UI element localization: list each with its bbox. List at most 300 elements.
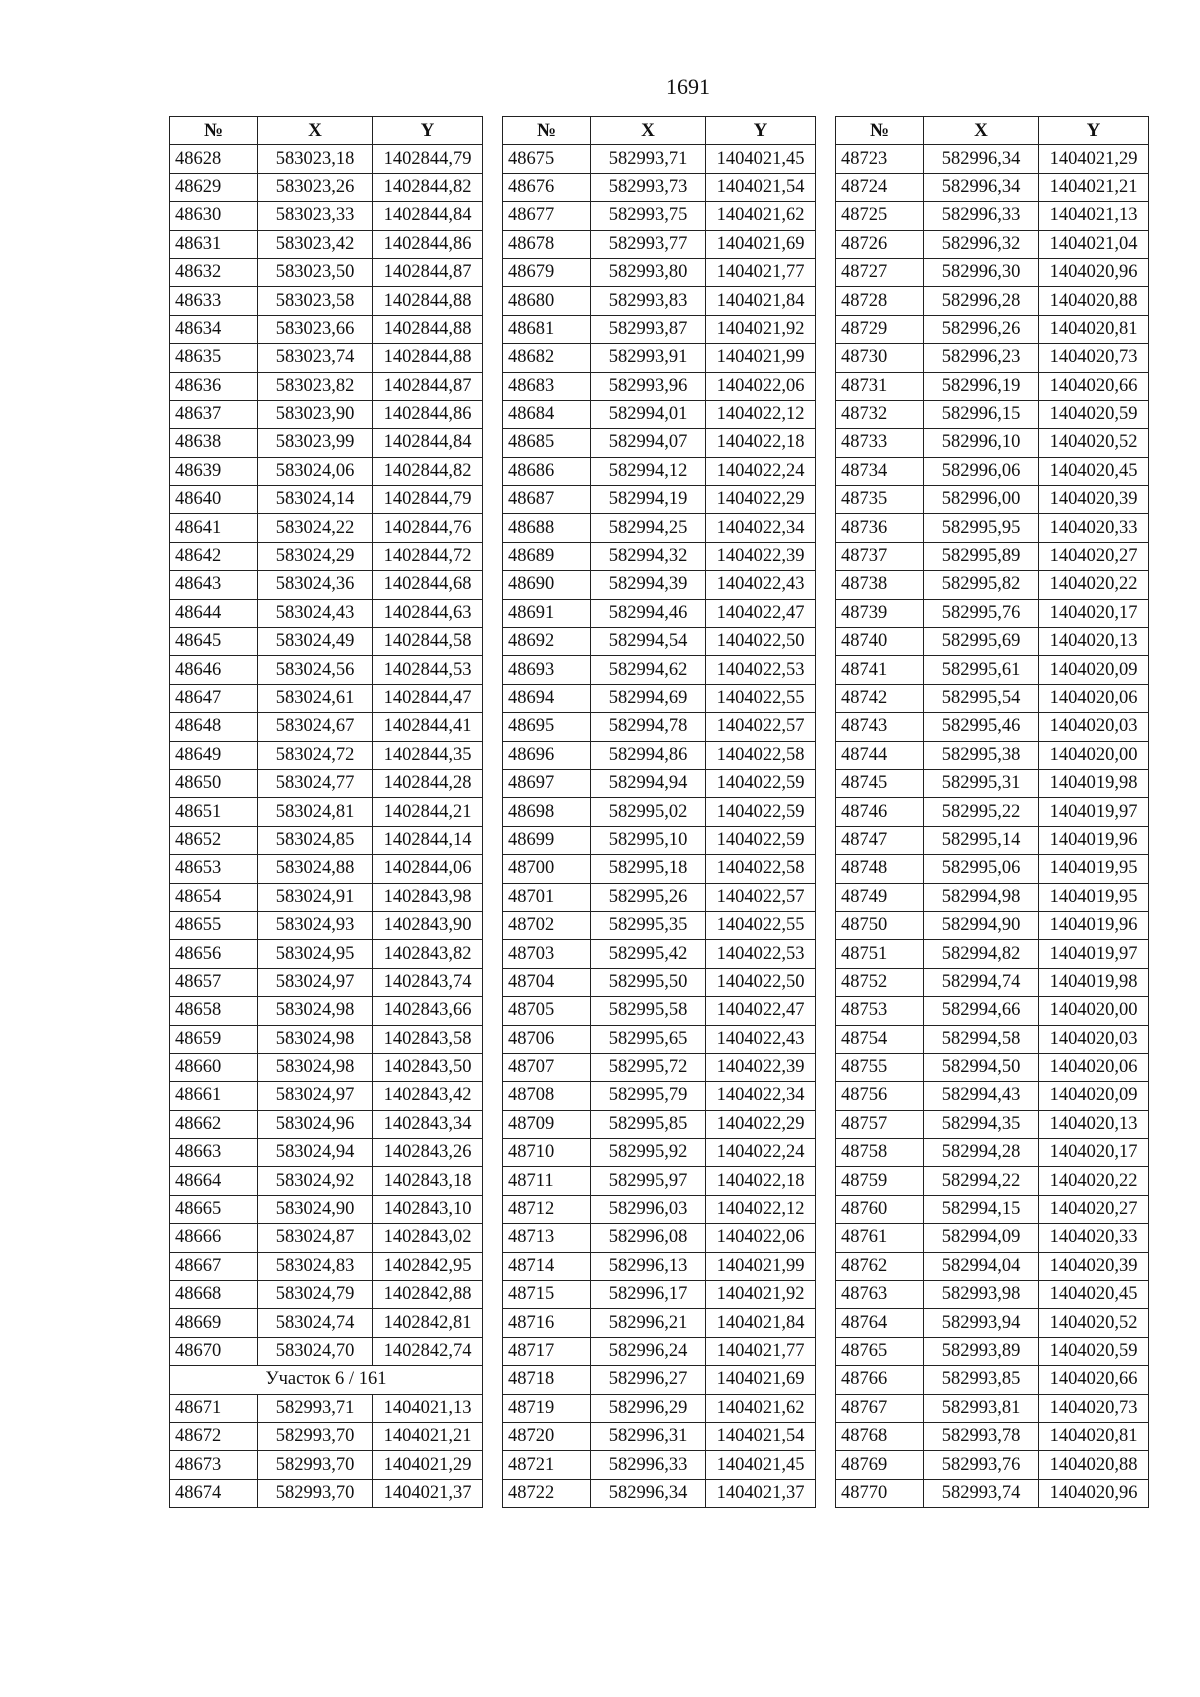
table-row (170, 968, 483, 996)
y-coordinate-cell: 1404020,13 (1039, 1110, 1149, 1138)
y-coordinate-cell: 1404021,21 (373, 1422, 483, 1450)
y-coordinate-cell: 1404022,53 (706, 656, 816, 684)
y-coordinate-cell: 1402842,81 (373, 1309, 483, 1337)
point-number-cell: 48632 (170, 258, 258, 286)
table-row (836, 855, 1149, 883)
y-coordinate-cell: 1404020,33 (1039, 1224, 1149, 1252)
table-row (503, 400, 816, 428)
y-coordinate-cell: 1404021,29 (1039, 145, 1149, 173)
x-coordinate-cell: 583024,94 (258, 1139, 373, 1167)
point-number-cell: 48721 (503, 1451, 591, 1479)
y-coordinate-cell: 1404022,47 (706, 599, 816, 627)
table-row (170, 769, 483, 797)
x-coordinate-cell: 582994,66 (924, 997, 1039, 1025)
point-number-cell: 48701 (503, 883, 591, 911)
x-coordinate-cell: 583024,97 (258, 1082, 373, 1110)
table-row (503, 1422, 816, 1450)
y-coordinate-cell: 1404020,96 (1039, 258, 1149, 286)
table-row (836, 1025, 1149, 1053)
y-coordinate-cell: 1404020,52 (1039, 1309, 1149, 1337)
x-coordinate-cell: 582995,95 (924, 514, 1039, 542)
table-row (836, 429, 1149, 457)
table-row (503, 713, 816, 741)
point-number-cell: 48682 (503, 344, 591, 372)
y-coordinate-cell: 1404022,34 (706, 1082, 816, 1110)
x-coordinate-cell: 582996,29 (591, 1394, 706, 1422)
point-number-cell: 48671 (170, 1394, 258, 1422)
table-row (836, 1479, 1149, 1507)
point-number-cell: 48640 (170, 486, 258, 514)
point-number-cell: 48652 (170, 826, 258, 854)
y-coordinate-cell: 1404022,18 (706, 429, 816, 457)
point-number-cell: 48731 (836, 372, 924, 400)
header-number: № (503, 117, 591, 145)
point-number-cell: 48636 (170, 372, 258, 400)
point-number-cell: 48679 (503, 258, 591, 286)
y-coordinate-cell: 1404022,43 (706, 571, 816, 599)
header-row (503, 117, 816, 145)
x-coordinate-cell: 582994,74 (924, 968, 1039, 996)
point-number-cell: 48765 (836, 1337, 924, 1365)
x-coordinate-cell: 583024,72 (258, 741, 373, 769)
x-coordinate-cell: 582996,32 (924, 230, 1039, 258)
point-number-cell: 48754 (836, 1025, 924, 1053)
point-number-cell: 48643 (170, 571, 258, 599)
point-number-cell: 48770 (836, 1479, 924, 1507)
table-row (503, 372, 816, 400)
x-coordinate-cell: 582994,94 (591, 769, 706, 797)
y-coordinate-cell: 1404021,92 (706, 1281, 816, 1309)
y-coordinate-cell: 1404021,84 (706, 287, 816, 315)
x-coordinate-cell: 582994,69 (591, 684, 706, 712)
y-coordinate-cell: 1402844,84 (373, 202, 483, 230)
table-row (836, 769, 1149, 797)
x-coordinate-cell: 582994,90 (924, 911, 1039, 939)
point-number-cell: 48740 (836, 628, 924, 656)
table-row (170, 1110, 483, 1138)
point-number-cell: 48647 (170, 684, 258, 712)
table-row (170, 287, 483, 315)
x-coordinate-cell: 582995,10 (591, 826, 706, 854)
header-row (836, 117, 1149, 145)
y-coordinate-cell: 1404019,95 (1039, 855, 1149, 883)
x-coordinate-cell: 582994,86 (591, 741, 706, 769)
point-number-cell: 48696 (503, 741, 591, 769)
point-number-cell: 48635 (170, 344, 258, 372)
table-row (836, 571, 1149, 599)
table-row (503, 1366, 816, 1394)
point-number-cell: 48674 (170, 1479, 258, 1507)
x-coordinate-cell: 583023,90 (258, 400, 373, 428)
table-row (836, 968, 1149, 996)
x-coordinate-cell: 582995,65 (591, 1025, 706, 1053)
y-coordinate-cell: 1402844,06 (373, 855, 483, 883)
header-number: № (170, 117, 258, 145)
y-coordinate-cell: 1404020,17 (1039, 1139, 1149, 1167)
point-number-cell: 48705 (503, 997, 591, 1025)
x-coordinate-cell: 582993,70 (258, 1451, 373, 1479)
x-coordinate-cell: 582996,08 (591, 1224, 706, 1252)
point-number-cell: 48661 (170, 1082, 258, 1110)
x-coordinate-cell: 582994,15 (924, 1195, 1039, 1223)
y-coordinate-cell: 1402844,58 (373, 628, 483, 656)
table-row (170, 1167, 483, 1195)
x-coordinate-cell: 582993,70 (258, 1422, 373, 1450)
table-row (836, 628, 1149, 656)
y-coordinate-cell: 1404022,18 (706, 1167, 816, 1195)
point-number-cell: 48698 (503, 798, 591, 826)
table-row (503, 344, 816, 372)
x-coordinate-cell: 583024,79 (258, 1281, 373, 1309)
x-coordinate-cell: 583023,26 (258, 173, 373, 201)
header-y: Y (1039, 117, 1149, 145)
y-coordinate-cell: 1404022,50 (706, 628, 816, 656)
y-coordinate-cell: 1404022,24 (706, 1139, 816, 1167)
x-coordinate-cell: 582993,98 (924, 1281, 1039, 1309)
table-row (836, 826, 1149, 854)
y-coordinate-cell: 1404020,06 (1039, 1053, 1149, 1081)
table-row (170, 145, 483, 173)
x-coordinate-cell: 582994,32 (591, 542, 706, 570)
point-number-cell: 48700 (503, 855, 591, 883)
y-coordinate-cell: 1402844,21 (373, 798, 483, 826)
x-coordinate-cell: 582994,04 (924, 1252, 1039, 1280)
y-coordinate-cell: 1404021,37 (373, 1479, 483, 1507)
y-coordinate-cell: 1402843,66 (373, 997, 483, 1025)
table-row (836, 1337, 1149, 1365)
table-row (503, 202, 816, 230)
point-number-cell: 48663 (170, 1139, 258, 1167)
y-coordinate-cell: 1402844,88 (373, 287, 483, 315)
point-number-cell: 48645 (170, 628, 258, 656)
table-row (836, 1224, 1149, 1252)
y-coordinate-cell: 1404021,54 (706, 173, 816, 201)
x-coordinate-cell: 582995,85 (591, 1110, 706, 1138)
y-coordinate-cell: 1404020,13 (1039, 628, 1149, 656)
x-coordinate-cell: 582993,87 (591, 315, 706, 343)
point-number-cell: 48711 (503, 1167, 591, 1195)
table-row (170, 486, 483, 514)
header-y: Y (706, 117, 816, 145)
x-coordinate-cell: 583024,98 (258, 1053, 373, 1081)
y-coordinate-cell: 1404020,66 (1039, 1366, 1149, 1394)
x-coordinate-cell: 582995,72 (591, 1053, 706, 1081)
table-row (503, 1025, 816, 1053)
y-coordinate-cell: 1404019,95 (1039, 883, 1149, 911)
point-number-cell: 48688 (503, 514, 591, 542)
point-number-cell: 48654 (170, 883, 258, 911)
x-coordinate-cell: 583023,58 (258, 287, 373, 315)
x-coordinate-cell: 582994,82 (924, 940, 1039, 968)
table-row (170, 684, 483, 712)
x-coordinate-cell: 583024,98 (258, 997, 373, 1025)
y-coordinate-cell: 1404021,99 (706, 1252, 816, 1280)
x-coordinate-cell: 582996,15 (924, 400, 1039, 428)
point-number-cell: 48739 (836, 599, 924, 627)
x-coordinate-cell: 583024,43 (258, 599, 373, 627)
table-row (170, 1337, 483, 1365)
point-number-cell: 48639 (170, 457, 258, 485)
y-coordinate-cell: 1402844,28 (373, 769, 483, 797)
point-number-cell: 48720 (503, 1422, 591, 1450)
y-coordinate-cell: 1404020,17 (1039, 599, 1149, 627)
point-number-cell: 48687 (503, 486, 591, 514)
x-coordinate-cell: 582993,80 (591, 258, 706, 286)
table-row (503, 287, 816, 315)
table-row (503, 457, 816, 485)
table-row (503, 542, 816, 570)
y-coordinate-cell: 1404019,98 (1039, 968, 1149, 996)
point-number-cell: 48659 (170, 1025, 258, 1053)
point-number-cell: 48681 (503, 315, 591, 343)
table-row (503, 173, 816, 201)
point-number-cell: 48746 (836, 798, 924, 826)
y-coordinate-cell: 1404021,54 (706, 1422, 816, 1450)
table-row (836, 457, 1149, 485)
x-coordinate-cell: 583024,36 (258, 571, 373, 599)
table-row (503, 1451, 816, 1479)
point-number-cell: 48728 (836, 287, 924, 315)
table-row (503, 883, 816, 911)
x-coordinate-cell: 582993,71 (591, 145, 706, 173)
table-row (170, 940, 483, 968)
table-row (503, 1252, 816, 1280)
table-row (170, 997, 483, 1025)
y-coordinate-cell: 1404020,27 (1039, 542, 1149, 570)
x-coordinate-cell: 582994,01 (591, 400, 706, 428)
point-number-cell: 48697 (503, 769, 591, 797)
table-row (836, 1309, 1149, 1337)
x-coordinate-cell: 582993,77 (591, 230, 706, 258)
point-number-cell: 48644 (170, 599, 258, 627)
y-coordinate-cell: 1404020,03 (1039, 1025, 1149, 1053)
y-coordinate-cell: 1404021,21 (1039, 173, 1149, 201)
x-coordinate-cell: 582993,91 (591, 344, 706, 372)
x-coordinate-cell: 583024,70 (258, 1337, 373, 1365)
table-row (170, 1309, 483, 1337)
point-number-cell: 48730 (836, 344, 924, 372)
table-row (836, 1422, 1149, 1450)
table-row (503, 230, 816, 258)
y-coordinate-cell: 1402843,90 (373, 911, 483, 939)
table-row (170, 344, 483, 372)
y-coordinate-cell: 1404020,09 (1039, 1082, 1149, 1110)
table-row (170, 798, 483, 826)
point-number-cell: 48752 (836, 968, 924, 996)
point-number-cell: 48767 (836, 1394, 924, 1422)
point-number-cell: 48709 (503, 1110, 591, 1138)
table-row (503, 599, 816, 627)
point-number-cell: 48732 (836, 400, 924, 428)
x-coordinate-cell: 582996,00 (924, 486, 1039, 514)
y-coordinate-cell: 1402844,88 (373, 315, 483, 343)
x-coordinate-cell: 582996,30 (924, 258, 1039, 286)
table-row (170, 315, 483, 343)
table-row (503, 684, 816, 712)
x-coordinate-cell: 582996,06 (924, 457, 1039, 485)
x-coordinate-cell: 582996,21 (591, 1309, 706, 1337)
y-coordinate-cell: 1402843,02 (373, 1224, 483, 1252)
table-row (170, 911, 483, 939)
header-x: X (924, 117, 1039, 145)
table-row (836, 514, 1149, 542)
y-coordinate-cell: 1402844,87 (373, 258, 483, 286)
point-number-cell: 48702 (503, 911, 591, 939)
table-row (170, 1025, 483, 1053)
table-row (503, 1479, 816, 1507)
y-coordinate-cell: 1404021,45 (706, 1451, 816, 1479)
point-number-cell: 48714 (503, 1252, 591, 1280)
coordinates-table-1 (169, 116, 483, 1508)
y-coordinate-cell: 1404020,59 (1039, 400, 1149, 428)
x-coordinate-cell: 583024,88 (258, 855, 373, 883)
table-row (170, 628, 483, 656)
table-row (170, 883, 483, 911)
point-number-cell: 48750 (836, 911, 924, 939)
x-coordinate-cell: 583024,93 (258, 911, 373, 939)
x-coordinate-cell: 582994,07 (591, 429, 706, 457)
table-row (836, 372, 1149, 400)
point-number-cell: 48751 (836, 940, 924, 968)
table-row (836, 1167, 1149, 1195)
y-coordinate-cell: 1402842,88 (373, 1281, 483, 1309)
point-number-cell: 48657 (170, 968, 258, 996)
point-number-cell: 48733 (836, 429, 924, 457)
y-coordinate-cell: 1404020,06 (1039, 684, 1149, 712)
x-coordinate-cell: 582994,12 (591, 457, 706, 485)
point-number-cell: 48755 (836, 1053, 924, 1081)
y-coordinate-cell: 1404022,57 (706, 713, 816, 741)
y-coordinate-cell: 1402844,14 (373, 826, 483, 854)
y-coordinate-cell: 1404021,77 (706, 258, 816, 286)
y-coordinate-cell: 1404021,13 (373, 1394, 483, 1422)
table-row (170, 400, 483, 428)
point-number-cell: 48678 (503, 230, 591, 258)
y-coordinate-cell: 1404022,53 (706, 940, 816, 968)
x-coordinate-cell: 582996,26 (924, 315, 1039, 343)
y-coordinate-cell: 1404019,96 (1039, 826, 1149, 854)
table-row (503, 826, 816, 854)
x-coordinate-cell: 582994,58 (924, 1025, 1039, 1053)
x-coordinate-cell: 582994,46 (591, 599, 706, 627)
table-row (170, 542, 483, 570)
y-coordinate-cell: 1404022,24 (706, 457, 816, 485)
table-row (836, 997, 1149, 1025)
y-coordinate-cell: 1404022,57 (706, 883, 816, 911)
y-coordinate-cell: 1404021,13 (1039, 202, 1149, 230)
point-number-cell: 48631 (170, 230, 258, 258)
y-coordinate-cell: 1404020,59 (1039, 1337, 1149, 1365)
table-row (170, 1224, 483, 1252)
point-number-cell: 48747 (836, 826, 924, 854)
table-row (503, 997, 816, 1025)
table-row (503, 855, 816, 883)
point-number-cell: 48703 (503, 940, 591, 968)
x-coordinate-cell: 582996,24 (591, 1337, 706, 1365)
table-row (836, 713, 1149, 741)
table-row (503, 1309, 816, 1337)
x-coordinate-cell: 582994,98 (924, 883, 1039, 911)
x-coordinate-cell: 582995,89 (924, 542, 1039, 570)
table-row (170, 656, 483, 684)
y-coordinate-cell: 1402844,86 (373, 400, 483, 428)
x-coordinate-cell: 583024,29 (258, 542, 373, 570)
point-number-cell: 48727 (836, 258, 924, 286)
x-coordinate-cell: 583023,99 (258, 429, 373, 457)
point-number-cell: 48742 (836, 684, 924, 712)
y-coordinate-cell: 1404022,55 (706, 684, 816, 712)
table-row (836, 684, 1149, 712)
table-row (503, 769, 816, 797)
table-row (170, 1479, 483, 1507)
point-number-cell: 48670 (170, 1337, 258, 1365)
y-coordinate-cell: 1404020,96 (1039, 1479, 1149, 1507)
x-coordinate-cell: 582996,10 (924, 429, 1039, 457)
point-number-cell: 48646 (170, 656, 258, 684)
y-coordinate-cell: 1404020,39 (1039, 486, 1149, 514)
table-row (503, 1337, 816, 1365)
x-coordinate-cell: 583023,82 (258, 372, 373, 400)
table-row (836, 1053, 1149, 1081)
point-number-cell: 48685 (503, 429, 591, 457)
point-number-cell: 48668 (170, 1281, 258, 1309)
table-row (503, 1394, 816, 1422)
x-coordinate-cell: 582993,78 (924, 1422, 1039, 1450)
table-row (170, 514, 483, 542)
point-number-cell: 48695 (503, 713, 591, 741)
point-number-cell: 48693 (503, 656, 591, 684)
coordinates-table-3 (835, 116, 1149, 1508)
table-row (836, 145, 1149, 173)
y-coordinate-cell: 1404021,04 (1039, 230, 1149, 258)
x-coordinate-cell: 582995,42 (591, 940, 706, 968)
x-coordinate-cell: 582996,34 (924, 145, 1039, 173)
point-number-cell: 48638 (170, 429, 258, 457)
table-row (170, 1281, 483, 1309)
x-coordinate-cell: 583023,66 (258, 315, 373, 343)
y-coordinate-cell: 1404020,09 (1039, 656, 1149, 684)
point-number-cell: 48763 (836, 1281, 924, 1309)
point-number-cell: 48684 (503, 400, 591, 428)
y-coordinate-cell: 1404020,22 (1039, 1167, 1149, 1195)
y-coordinate-cell: 1404022,43 (706, 1025, 816, 1053)
table-row (503, 145, 816, 173)
table-row (836, 1451, 1149, 1479)
y-coordinate-cell: 1404021,62 (706, 202, 816, 230)
y-coordinate-cell: 1404022,29 (706, 1110, 816, 1138)
table-row (836, 287, 1149, 315)
point-number-cell: 48745 (836, 769, 924, 797)
x-coordinate-cell: 582996,28 (924, 287, 1039, 315)
x-coordinate-cell: 582995,22 (924, 798, 1039, 826)
table-row (503, 1110, 816, 1138)
point-number-cell: 48656 (170, 940, 258, 968)
table-row (170, 1082, 483, 1110)
point-number-cell: 48680 (503, 287, 591, 315)
y-coordinate-cell: 1404022,59 (706, 769, 816, 797)
x-coordinate-cell: 583024,95 (258, 940, 373, 968)
point-number-cell: 48738 (836, 571, 924, 599)
point-number-cell: 48743 (836, 713, 924, 741)
table-row (170, 741, 483, 769)
table-row (836, 315, 1149, 343)
table-row (836, 1139, 1149, 1167)
point-number-cell: 48699 (503, 826, 591, 854)
table-row (836, 1110, 1149, 1138)
x-coordinate-cell: 583024,97 (258, 968, 373, 996)
table-row (836, 1082, 1149, 1110)
point-number-cell: 48690 (503, 571, 591, 599)
